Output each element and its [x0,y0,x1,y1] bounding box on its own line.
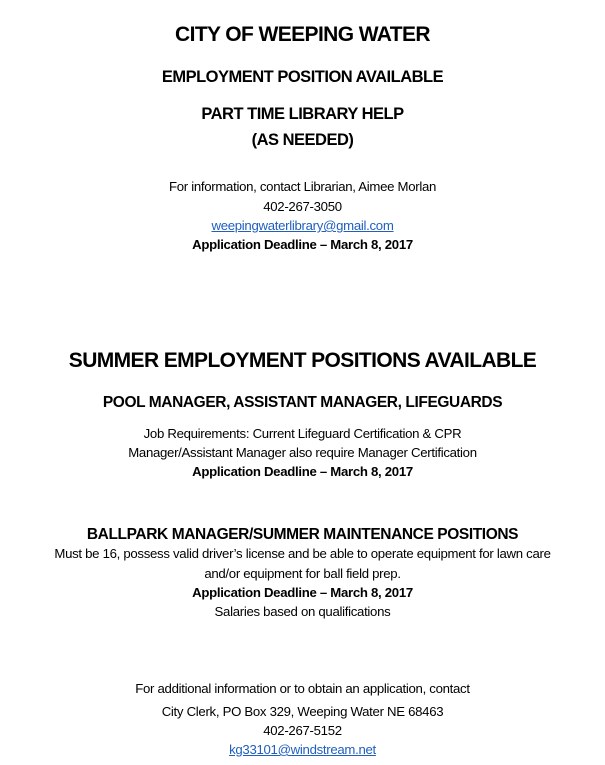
ballpark-deadline: Application Deadline – March 8, 2017 [192,585,413,600]
footer-address: City Clerk, PO Box 329, Weeping Water NE 68463 [161,704,444,719]
page-title: CITY OF WEEPING WATER [175,23,430,46]
pool-deadline: Application Deadline – March 8, 2017 [192,464,413,479]
library-deadline: Application Deadline – March 8, 2017 [192,237,413,252]
pool-requirements-2: Manager/Assistant Manager also require Manager Certification [128,445,477,460]
footer-email-row [0,743,605,756]
footer-phone: 402-267-5152 [263,723,342,738]
pool-requirements-1: Job Requirements: Current Lifeguard Certification & CPR [143,426,462,441]
library-position-title: PART TIME LIBRARY HELP [201,105,404,123]
library-email-row [0,219,605,232]
footer-intro: For additional information or to obtain an application, contact [135,681,470,696]
summer-heading: SUMMER EMPLOYMENT POSITIONS AVAILABLE [68,349,537,372]
library-phone: 402-267-3050 [263,199,342,214]
library-position-note: (AS NEEDED) [251,131,354,149]
ballpark-requirements-1: Must be 16, possess valid driver’s license and be able to operate equipment for lawn care [54,546,551,561]
ballpark-heading: BALLPARK MANAGER/SUMMER MAINTENANCE POSITIONS [86,526,519,543]
library-email-link[interactable]: weepingwaterlibrary@gmail.com [211,218,394,233]
footer-email-link[interactable]: kg33101@windstream.net [229,742,376,757]
library-contact-text: For information, contact Librarian, Aimee Morlan [168,179,437,194]
pool-heading: POOL MANAGER, ASSISTANT MANAGER, LIFEGUARDS [102,394,503,411]
ballpark-requirements-2: and/or equipment for ball field prep. [204,566,401,581]
page-subtitle: EMPLOYMENT POSITION AVAILABLE [161,68,444,86]
ballpark-salary-note: Salaries based on qualifications [214,604,391,619]
